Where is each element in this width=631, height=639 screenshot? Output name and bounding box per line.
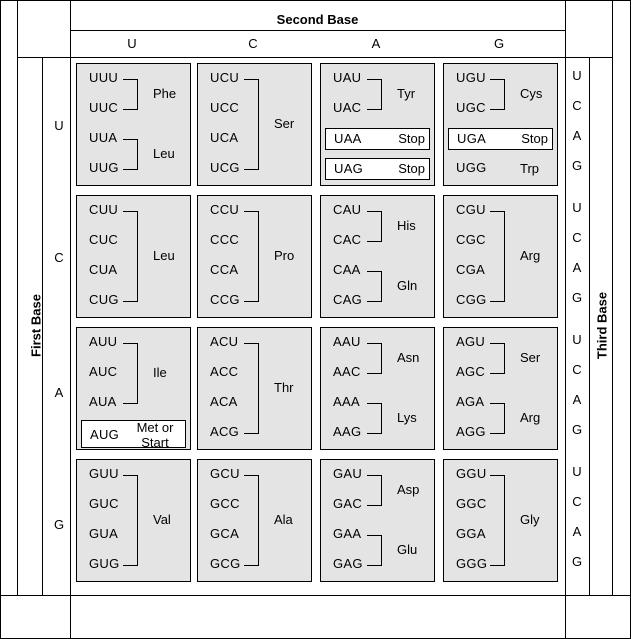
- codon-cell-ag: [443, 327, 558, 450]
- third-base-label-a: A: [572, 128, 582, 143]
- third-base-label-g: G: [571, 554, 583, 569]
- codon: UAA: [334, 131, 362, 146]
- bracket-tick: [367, 565, 374, 566]
- codon-cell-gu: [76, 459, 191, 582]
- codon: AGA: [456, 394, 485, 409]
- codon: AUG: [90, 427, 120, 442]
- amino-acid-label: Leu: [153, 146, 175, 161]
- stop-label: Stop: [398, 131, 425, 146]
- bracket: [129, 139, 138, 170]
- codon-cell-uu: [76, 63, 191, 186]
- codon: CAA: [333, 262, 361, 277]
- amino-acid-label: Ile: [153, 365, 167, 380]
- column-header-a: A: [371, 36, 381, 51]
- bracket-tick: [490, 301, 497, 302]
- codon: UCG: [210, 160, 240, 175]
- codon-cell-cu: [76, 195, 191, 318]
- column-header-c: C: [248, 36, 258, 51]
- second-base-heading: Second Base: [276, 12, 359, 27]
- bracket-tick: [490, 565, 497, 566]
- codon: UUU: [89, 70, 119, 85]
- codon: AGC: [456, 364, 486, 379]
- amino-acid-label: Arg: [520, 410, 541, 425]
- bracket: [373, 475, 382, 506]
- amino-acid-label: Pro: [274, 248, 295, 263]
- codon: AAU: [333, 334, 361, 349]
- grid-line: [0, 595, 631, 596]
- codon: UCU: [210, 70, 240, 85]
- bracket: [129, 343, 138, 404]
- bracket-tick: [123, 109, 130, 110]
- grid-line: [17, 57, 613, 58]
- first-base-heading: First Base: [28, 294, 44, 357]
- bracket-tick: [490, 433, 497, 434]
- bracket-tick: [244, 433, 251, 434]
- third-base-label-a: A: [572, 524, 582, 539]
- codon: GAA: [333, 526, 362, 541]
- amino-acid-label: Val: [153, 512, 171, 527]
- first-base-label-c: C: [54, 250, 64, 265]
- bracket: [373, 271, 382, 302]
- codon: CAU: [333, 202, 362, 217]
- codon-cell-au: [76, 327, 191, 450]
- third-base-label-c: C: [572, 230, 582, 245]
- third-base-heading: Third Base: [594, 291, 610, 360]
- third-base-label-g: G: [571, 290, 583, 305]
- codon: GUA: [89, 526, 119, 541]
- bracket-tick: [367, 433, 374, 434]
- codon: GAG: [333, 556, 363, 571]
- codon-cell-gg: [443, 459, 558, 582]
- stop-codon-box: [325, 128, 430, 150]
- bracket: [496, 211, 505, 302]
- stop-codon-box: [325, 158, 430, 180]
- amino-acid-label: Arg: [520, 248, 541, 263]
- bracket: [373, 211, 382, 242]
- amino-acid-label: Ser: [274, 116, 295, 131]
- amino-acid-label: His: [397, 218, 416, 233]
- codon: CGG: [456, 292, 487, 307]
- bracket: [129, 79, 138, 110]
- codon-cell-ac: [197, 327, 312, 450]
- stop-codon-box: [448, 128, 553, 150]
- third-base-label-g: G: [571, 158, 583, 173]
- codon: UUA: [89, 130, 118, 145]
- grid-line: [612, 57, 613, 595]
- bracket-tick: [367, 109, 374, 110]
- amino-acid-label: Trp: [520, 161, 540, 176]
- bracket-tick: [367, 241, 374, 242]
- first-base-label-g: G: [53, 517, 65, 532]
- codon: GUC: [89, 496, 119, 511]
- bracket-tick: [490, 373, 497, 374]
- amino-acid-label: Thr: [274, 380, 294, 395]
- third-base-label-u: U: [572, 68, 582, 83]
- codon-cell-cg: [443, 195, 558, 318]
- amino-acid-label: Gln: [397, 278, 418, 293]
- amino-acid-label: Asn: [397, 350, 420, 365]
- bracket-tick: [123, 565, 130, 566]
- bracket: [129, 475, 138, 566]
- codon-cell-uc: [197, 63, 312, 186]
- codon: UGU: [456, 70, 486, 85]
- codon: ACA: [210, 394, 238, 409]
- amino-acid-label: Asp: [397, 482, 420, 497]
- bracket: [373, 343, 382, 374]
- bracket: [250, 343, 259, 434]
- bracket: [496, 343, 505, 374]
- column-header-u: U: [127, 36, 137, 51]
- third-base-label-u: U: [572, 332, 582, 347]
- codon-cell-ga: [320, 459, 435, 582]
- codon: CCU: [210, 202, 240, 217]
- bracket: [496, 403, 505, 434]
- codon: UGA: [457, 131, 487, 146]
- codon: CUC: [89, 232, 119, 247]
- bracket-tick: [367, 505, 374, 506]
- bracket-tick: [244, 301, 251, 302]
- codon: GGU: [456, 466, 487, 481]
- codon: GGC: [456, 496, 487, 511]
- third-base-label-c: C: [572, 98, 582, 113]
- codon-cell-ua: [320, 63, 435, 186]
- codon: GGG: [456, 556, 488, 571]
- amino-acid-label: Leu: [153, 248, 175, 263]
- grid-line: [589, 57, 590, 595]
- codon: UGG: [456, 160, 487, 175]
- bracket: [373, 79, 382, 110]
- codon: UUC: [89, 100, 119, 115]
- third-base-label-g: G: [571, 422, 583, 437]
- codon: AUC: [89, 364, 118, 379]
- codon: CAG: [333, 292, 363, 307]
- codon: UCC: [210, 100, 240, 115]
- codon: AAG: [333, 424, 362, 439]
- stop-label: Stop: [521, 131, 548, 146]
- codon: GCU: [210, 466, 240, 481]
- bracket-tick: [123, 301, 130, 302]
- bracket: [250, 211, 259, 302]
- codon-cell-aa: [320, 327, 435, 450]
- start-codon-box: [81, 420, 186, 448]
- codon: CGA: [456, 262, 486, 277]
- bracket: [250, 475, 259, 566]
- amino-acid-label: Ser: [520, 350, 541, 365]
- codon: ACU: [210, 334, 239, 349]
- first-base-label-a: A: [54, 385, 64, 400]
- codon: CGU: [456, 202, 486, 217]
- codon: CCA: [210, 262, 239, 277]
- bracket-tick: [490, 109, 497, 110]
- amino-acid-label: Lys: [397, 410, 417, 425]
- codon: UUG: [89, 160, 119, 175]
- grid-line: [70, 30, 565, 31]
- codon: ACG: [210, 424, 240, 439]
- codon: UAU: [333, 70, 362, 85]
- third-base-label-u: U: [572, 200, 582, 215]
- codon-cell-gc: [197, 459, 312, 582]
- codon: AGU: [456, 334, 486, 349]
- codon: UGC: [456, 100, 486, 115]
- first-base-label-u: U: [54, 118, 64, 133]
- bracket: [496, 79, 505, 110]
- codon: GAU: [333, 466, 363, 481]
- bracket: [496, 475, 505, 566]
- bracket-tick: [123, 169, 130, 170]
- codon: GCC: [210, 496, 240, 511]
- bracket-tick: [123, 403, 130, 404]
- amino-acid-label: Cys: [520, 86, 543, 101]
- grid-line: [565, 0, 566, 639]
- codon: GUG: [89, 556, 120, 571]
- codon: ACC: [210, 364, 239, 379]
- amino-acid-label: Tyr: [397, 86, 416, 101]
- codon-cell-ug: [443, 63, 558, 186]
- codon: CUA: [89, 262, 118, 277]
- codon-cell-ca: [320, 195, 435, 318]
- codon: GCG: [210, 556, 241, 571]
- codon: UAG: [334, 161, 364, 176]
- third-base-label-c: C: [572, 362, 582, 377]
- third-base-label-c: C: [572, 494, 582, 509]
- codon: AAA: [333, 394, 360, 409]
- column-header-g: G: [493, 36, 505, 51]
- codon-cell-cc: [197, 195, 312, 318]
- codon: AUA: [89, 394, 117, 409]
- codon: CCG: [210, 292, 240, 307]
- grid-line: [70, 0, 71, 639]
- bracket-tick: [367, 373, 374, 374]
- amino-acid-label: Phe: [153, 86, 177, 101]
- amino-acid-label: Glu: [397, 542, 418, 557]
- amino-acid-label: Ala: [274, 512, 293, 527]
- third-base-label-a: A: [572, 392, 582, 407]
- codon: CCC: [210, 232, 240, 247]
- grid-line: [17, 0, 18, 57]
- bracket: [373, 535, 382, 566]
- grid-line: [17, 57, 18, 595]
- codon: UAC: [333, 100, 362, 115]
- codon: UCA: [210, 130, 239, 145]
- codon: AUU: [89, 334, 118, 349]
- amino-acid-label: Gly: [520, 512, 540, 527]
- third-base-label-a: A: [572, 260, 582, 275]
- codon: CAC: [333, 232, 362, 247]
- codon: AAC: [333, 364, 361, 379]
- codon: GUU: [89, 466, 119, 481]
- bracket-tick: [244, 565, 251, 566]
- start-label: Met or Start: [136, 420, 174, 450]
- codon: GAC: [333, 496, 363, 511]
- codon: CGC: [456, 232, 486, 247]
- bracket: [129, 211, 138, 302]
- bracket-tick: [244, 169, 251, 170]
- codon: CUG: [89, 292, 119, 307]
- codon: AGG: [456, 424, 486, 439]
- codon: GGA: [456, 526, 486, 541]
- grid-line: [612, 0, 613, 57]
- bracket: [250, 79, 259, 170]
- stop-label: Stop: [398, 161, 425, 176]
- bracket-tick: [367, 301, 374, 302]
- third-base-label-u: U: [572, 464, 582, 479]
- codon: GCA: [210, 526, 240, 541]
- codon: CUU: [89, 202, 119, 217]
- bracket: [373, 403, 382, 434]
